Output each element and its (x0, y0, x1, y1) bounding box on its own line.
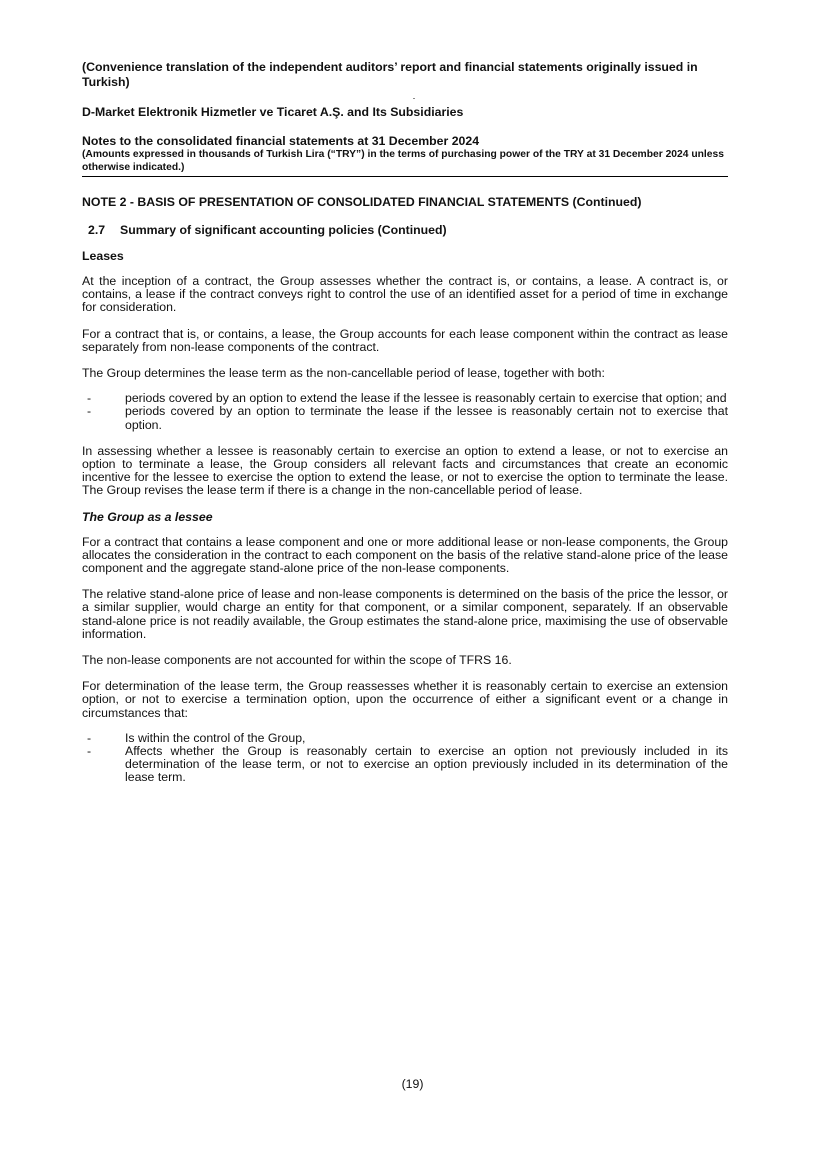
lessee-heading: The Group as a lessee (82, 509, 213, 524)
dash-bullet: - (87, 404, 92, 419)
list-item-text: periods covered by an option to terminate the lease if the lessee is reasonably certain not to exercise that option. (125, 404, 728, 432)
list-item-text: Is within the control of the Group, (125, 730, 306, 745)
page-number: (19) (401, 1077, 424, 1091)
list-item-text: Affects whether the Group is reasonably certain to exercise an option not previously included in its determination of the lease term, or not to exercise an option previously included in its determination of the lease term. (125, 744, 728, 785)
dash-bullet: - (87, 744, 92, 759)
notes-title: Notes to the consolidated financial statements at 31 December 2024 (82, 134, 480, 148)
dash-bullet: - (87, 391, 92, 406)
company-name: D-Market Elektronik Hizmetler ve Ticaret A.Ş. and Its Subsidiaries (82, 105, 464, 119)
translation-note: (Convenience translation of the independent auditors’ report and financial statements originally issued in Turkish) (82, 60, 698, 89)
paragraph-7: The non-lease components are not accounted for within the scope of TFRS 16. (82, 653, 512, 668)
section-number: 2.7 (88, 223, 106, 237)
list-item-text: periods covered by an option to extend the lease if the lessee is reasonably certain to exercise that option; and (125, 391, 727, 406)
document-page (82, 60, 728, 785)
reassessment-list (82, 732, 728, 785)
section-title: Summary of significant accounting policies (Continued) (120, 223, 447, 237)
list-item (82, 405, 728, 431)
lease-term-list (82, 392, 728, 432)
paragraph-8: For determination of the lease term, the Group reassesses whether it is reasonably certain to exercise an extension option, or not to exercise a termination option, upon the occurrence of either a significant event or a change in circumstances that: (82, 679, 728, 720)
paragraph-5: For a contract that contains a lease component and one or more additional lease or non-lease components, the Group allocates the consideration in the contract to each component on the basis of the relative stand-alone price of the lease component and the aggregate stand-alone price of the non-lease components. (82, 534, 728, 576)
list-item (82, 745, 728, 785)
amounts-note: (Amounts expressed in thousands of Turkish Lira (“TRY”) in the terms of purchasing power of the TRY at 31 December 2024 unless otherwise indicated.) (82, 149, 724, 173)
paragraph-6: The relative stand-alone price of lease and non-lease components is determined on the basis of the price the lessor, or a similar supplier, would charge an entity for that component, or a similar component, separately. If an observable stand-alone price is not readily available, the Group estimates the stand-alone price, maximising the use of observable information. (82, 587, 728, 641)
paragraph-2: For a contract that is, or contains, a lease, the Group accounts for each lease component within the contract as lease separately from non-lease components of the contract. (82, 326, 728, 354)
paragraph-4: In assessing whether a lessee is reasonably certain to exercise an option to extend a lease, or not to exercise an option to terminate a lease, the Group considers all relevant facts and circumstances that create an economic incentive for the lessee to exercise the option to extend the lease, or not to exercise the option to terminate the lease. The Group revises the lease term if there is a change in the non-cancellable period of lease. (82, 443, 728, 498)
note-title: NOTE 2 - BASIS OF PRESENTATION OF CONSOLIDATED FINANCIAL STATEMENTS (Continued) (82, 195, 642, 209)
leases-heading: Leases (82, 249, 124, 263)
dash-bullet: - (87, 730, 92, 745)
paragraph-3: The Group determines the lease term as the non-cancellable period of lease, together with both: (82, 366, 605, 381)
paragraph-1: At the inception of a contract, the Group assesses whether the contract is, or contains, a lease. A contract is, or contains, a lease if the contract conveys right to control the use of an identified asset for a period of time in exchange for consideration. (82, 274, 728, 315)
header-divider (82, 176, 728, 177)
section-heading (82, 223, 728, 238)
